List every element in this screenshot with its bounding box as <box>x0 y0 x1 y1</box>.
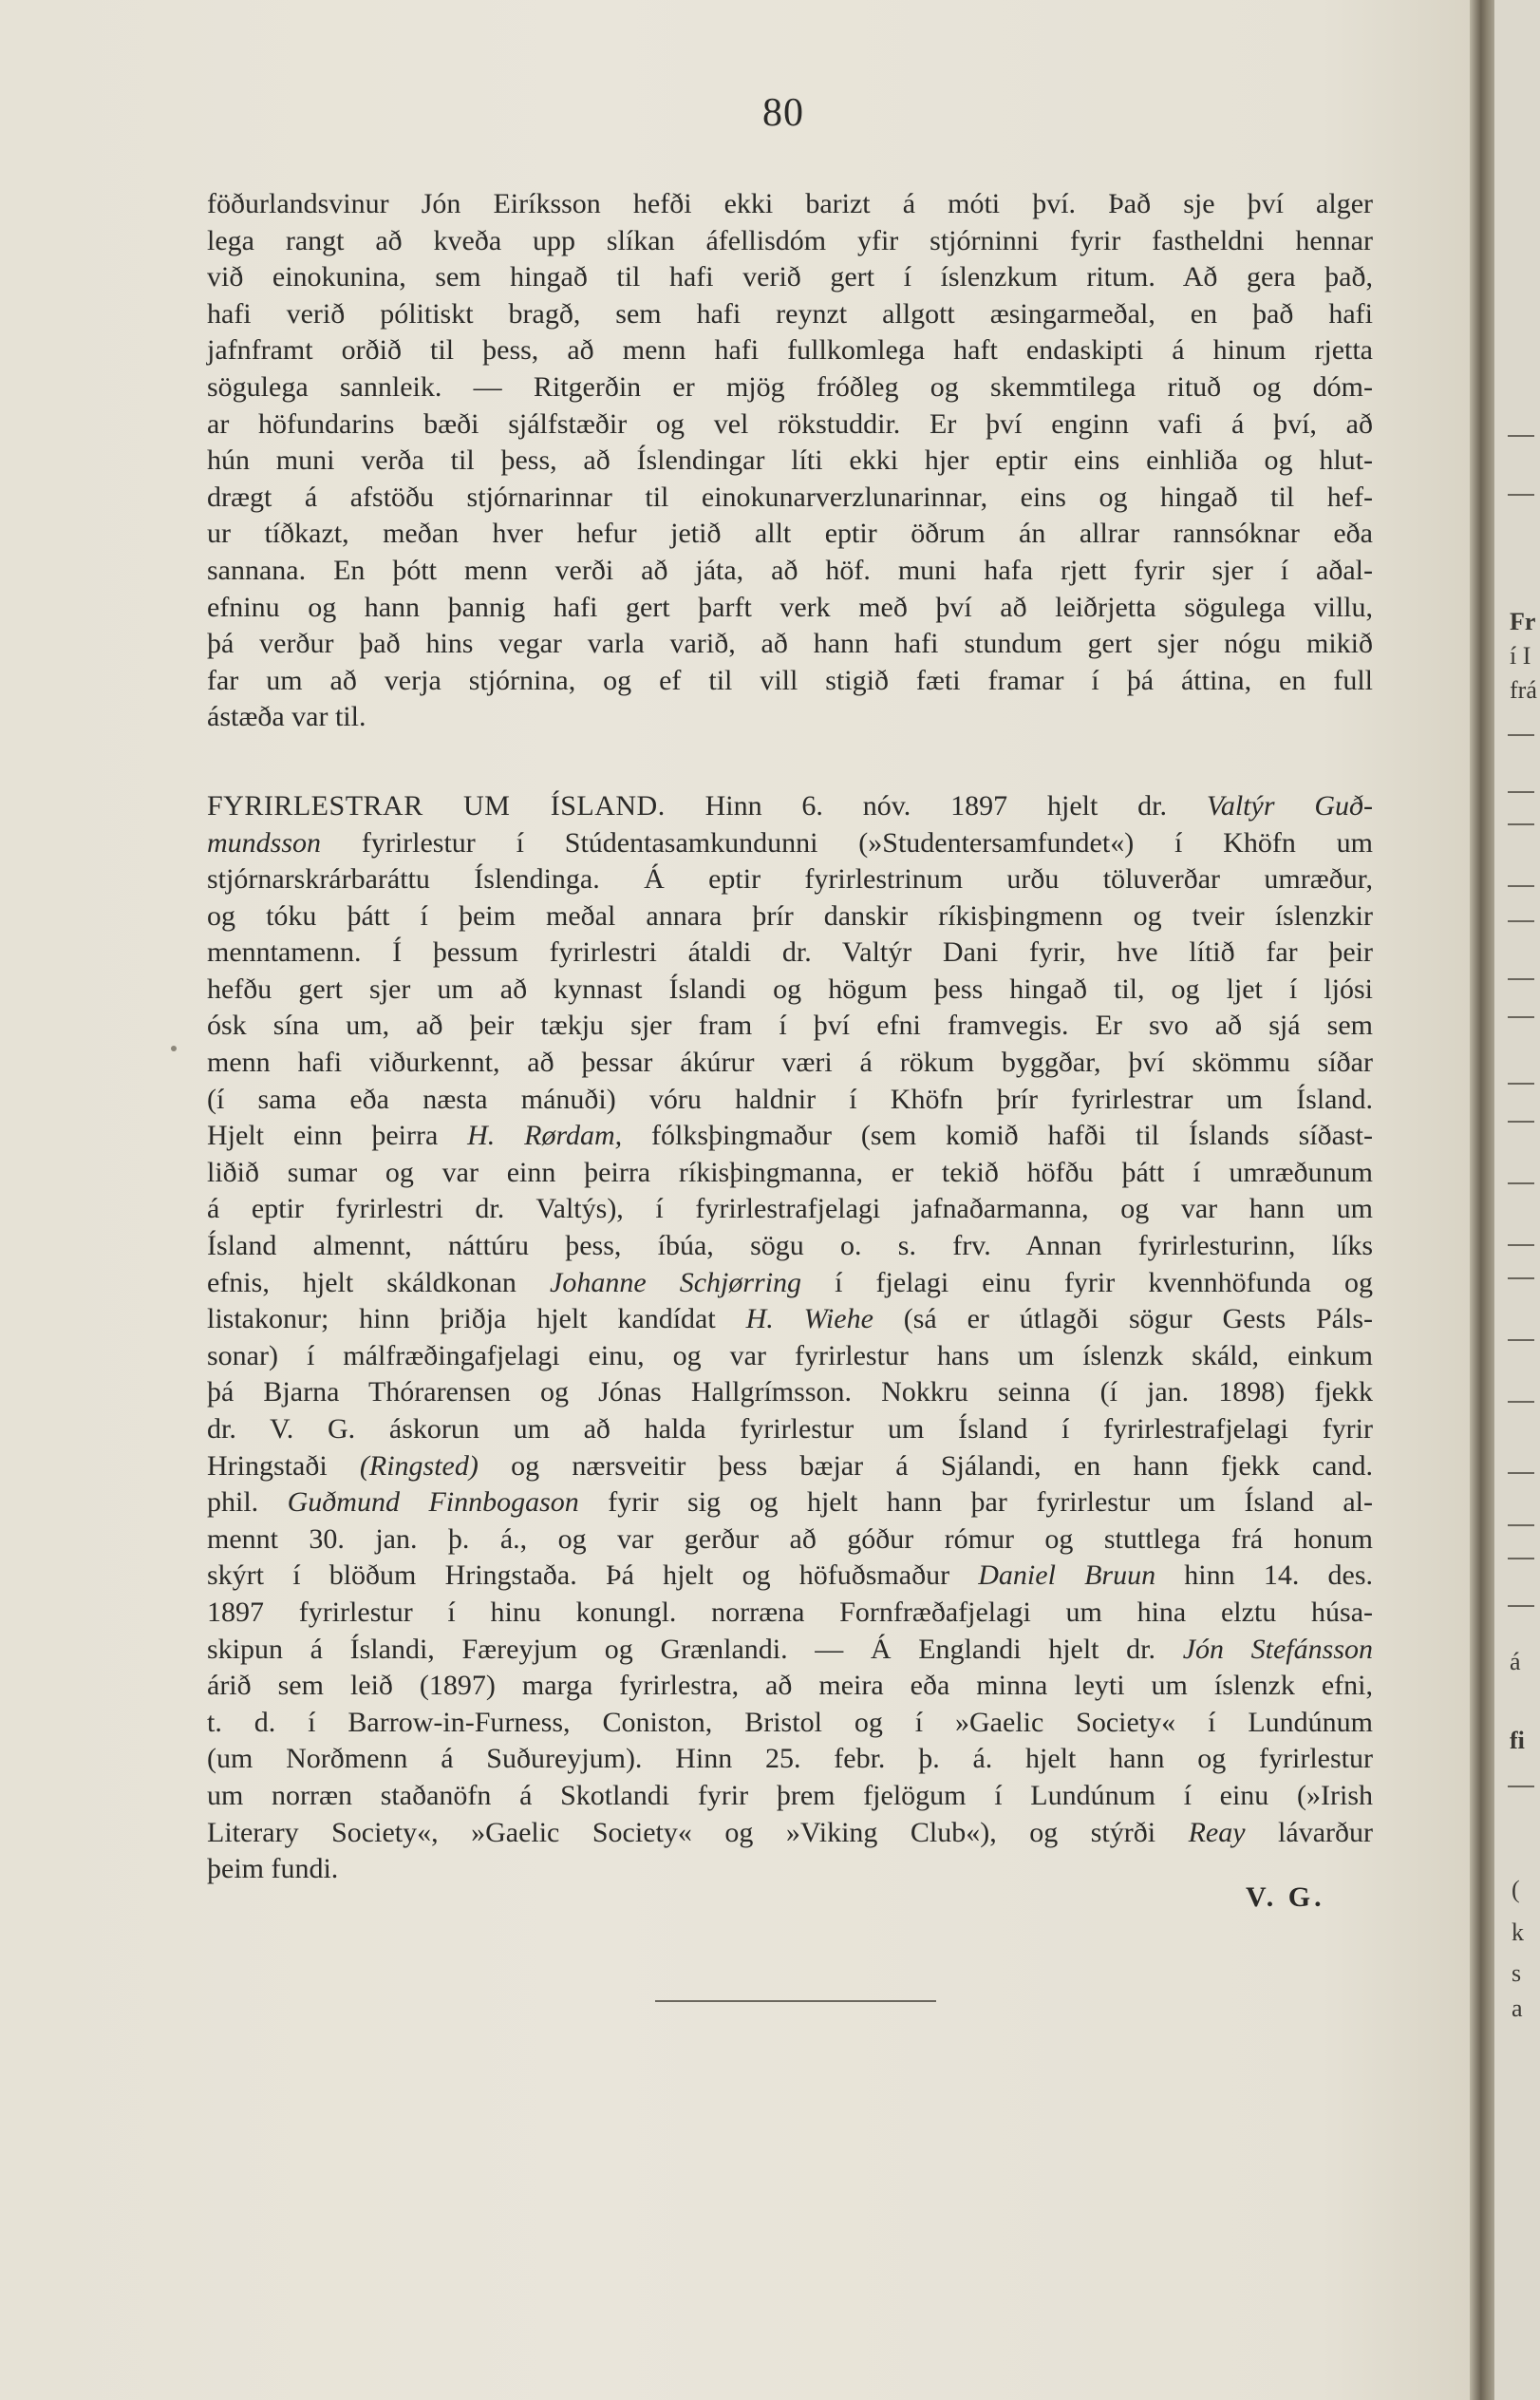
text-line: Hjelt einn þeirra H. Rørdam, fólksþingmaður (sem komið hafði til Íslands síðast- <box>207 1120 1373 1152</box>
page-number: 80 <box>762 91 804 135</box>
adjacent-fragment: a <box>1512 1994 1523 2022</box>
adjacent-dash <box>1508 494 1534 496</box>
adjacent-dash <box>1508 1558 1534 1559</box>
adjacent-dash <box>1508 1786 1534 1787</box>
text-line: Hringstaði (Ringsted) og nærsveitir þess bæjar á Sjálandi, en hann fjekk cand. <box>207 1449 1373 1482</box>
text-line: við einokunina, sem hingað til hafi verið gert í íslenzkum ritum. Að gera það, <box>207 261 1373 293</box>
paragraph-gap <box>207 736 1373 788</box>
adjacent-dash <box>1508 734 1534 736</box>
text-line: listakonur; hinn þriðja hjelt kandídat H. Wiehe (sá er útlagði sögur Gests Páls- <box>207 1303 1373 1335</box>
text-line: efnis, hjelt skáldkonan Johanne Schjørring í fjelagi einu fyrir kvennhöfunda og <box>207 1266 1374 1298</box>
adjacent-dash <box>1508 823 1534 825</box>
adjacent-dash <box>1508 920 1534 922</box>
text-line: 1897 fyrirlestur í hinu konungl. norræna Fornfræðafjelagi um hina elztu húsa- <box>207 1596 1373 1628</box>
text-line: Ísland almennt, náttúru þess, íbúa, sögu o. s. frv. Annan fyrirlesturinn, líks <box>207 1230 1373 1262</box>
text-line: ástæða var til. <box>207 701 366 733</box>
adjacent-dash <box>1508 1244 1534 1246</box>
text-line: liðið sumar og var einn þeirra ríkisþingmanna, er tekið höfðu þátt í umræðunum <box>207 1156 1373 1188</box>
adjacent-dash <box>1508 1605 1534 1607</box>
text-line: Literary Society«, »Gaelic Society« og »Viking Club«), og stýrði Reay lávarður <box>207 1816 1373 1848</box>
text-line: hefðu gert sjer um að kynnast Íslandi og högum þess hingað til, og ljet í ljósi <box>207 973 1373 1005</box>
text-line: skipun á Íslandi, Færeyjum og Grænlandi. — Á Englandi hjelt dr. Jón Stefánsson <box>207 1633 1373 1665</box>
text-line: þá Bjarna Thórarensen og Jónas Hallgrímsson. Nokkru seinna (í jan. 1898) fjekk <box>207 1376 1373 1408</box>
adjacent-fragment: k <box>1512 1918 1524 1946</box>
adjacent-fragment: í I <box>1510 642 1531 670</box>
text-line: efninu og hann þannig hafi gert þarft verk með því að leiðrjetta sögulega villu, <box>207 591 1373 623</box>
adjacent-dash <box>1508 1524 1534 1526</box>
adjacent-fragment: Fr <box>1510 608 1536 635</box>
text-line: ur tíðkazt, meðan hver hefur jetið allt eptir öðrum án allrar rannsóknar eða <box>207 518 1373 550</box>
text-line: þá verður það hins vegar varla varið, að hann hafi stundum gert sjer nógu mikið <box>207 628 1373 660</box>
author-signature: V. G. <box>1246 1881 1325 1913</box>
adjacent-fragment: s <box>1512 1959 1522 1987</box>
text-line: mundsson fyrirlestur í Stúdentasamkundunni (»Studentersamfundet«) í Khöfn um <box>207 826 1373 859</box>
text-line: dr. V. G. áskorun um að halda fyrirlestur um Ísland í fyrirlestrafjelagi fyrir <box>207 1413 1373 1445</box>
adjacent-dash <box>1508 1401 1534 1403</box>
text-line: stjórnarskrárbaráttu Íslendinga. Á eptir fyrirlestrinum urðu töluverðar umræður, <box>207 863 1373 896</box>
adjacent-fragment: frá <box>1510 676 1537 704</box>
adjacent-dash <box>1508 1121 1534 1123</box>
text-line: phil. Guðmund Finnbogason fyrir sig og hjelt hann þar fyrirlestur um Ísland al- <box>207 1486 1373 1519</box>
text-line: ósk sína um, að þeir tækju sjer fram í því efni framvegis. Er svo að sjá sem <box>207 1010 1373 1042</box>
text-line: sögulega sannleik. — Ritgerðin er mjög fróðleg og skemmtilega rituð og dóm- <box>207 370 1373 403</box>
article-body <box>207 186 1373 1888</box>
text-line: ar höfundarins bæði sjálfstæðir og vel rökstuddir. Er því enginn vafi á því, að <box>207 407 1373 440</box>
text-line: menntamenn. Í þessum fyrirlestri átaldi dr. Valtýr Dani fyrir, hve lítið far þeir <box>207 936 1373 969</box>
text-line: far um að verja stjórnina, og ef til vill stigið fæti framar í þá áttina, en full <box>207 664 1373 696</box>
book-gutter-shadow <box>1470 0 1494 2400</box>
section-separator-rule <box>655 2000 936 2002</box>
text-line: menn hafi viðurkennt, að þessar ákúrur væri á rökum byggðar, því skömmu síðar <box>207 1047 1373 1079</box>
adjacent-fragment: fi <box>1510 1727 1525 1754</box>
adjacent-dash <box>1508 978 1534 980</box>
text-line: og tóku þátt í þeim meðal annara þrír danskir ríkisþingmenn og tveir íslenzkir <box>207 899 1373 932</box>
text-line: hún muni verða til þess, að Íslendingar líti ekki hjer eptir eins einhliða og hlut- <box>207 444 1373 477</box>
text-line: drægt á afstöðu stjórnarinnar til einokunarverzlunarinnar, eins og hingað til hef- <box>207 481 1373 513</box>
text-line: sonar) í málfræðingafjelagi einu, og var fyrirlestur hans um íslenzk skáld, einkum <box>207 1339 1373 1371</box>
text-line: sannana. En þótt menn verði að játa, að höf. muni hafa rjett fyrir sjer í aðal- <box>207 554 1373 586</box>
text-line: föðurlandsvinur Jón Eiríksson hefði ekki barizt á móti því. Það sje því alger <box>207 188 1373 219</box>
adjacent-dash <box>1508 1472 1534 1474</box>
text-line: hafi verið pólitiskt bragð, sem hafi reynzt allgott æsingarmeðal, en það hafi <box>207 297 1373 330</box>
adjacent-dash <box>1508 791 1534 793</box>
adjacent-fragment: á <box>1510 1648 1521 1675</box>
text-line: þeim fundi. <box>207 1853 339 1885</box>
adjacent-dash <box>1508 1016 1534 1018</box>
text-line: jafnframt orðið til þess, að menn hafi fullkomlega haft endaskipti á hinum rjetta <box>207 334 1373 367</box>
text-line: mennt 30. jan. þ. á., og var gerður að góður rómur og stuttlega frá honum <box>207 1522 1373 1555</box>
text-line: t. d. í Barrow-in-Furness, Coniston, Bristol og í »Gaelic Society« í Lundúnum <box>207 1706 1373 1738</box>
adjacent-dash <box>1508 1339 1534 1341</box>
text-line: á eptir fyrirlestri dr. Valtýs), í fyrirlestrafjelagi jafnaðarmanna, og var hann um <box>207 1193 1373 1225</box>
adjacent-dash <box>1508 1277 1534 1279</box>
paragraph-lectures-on-iceland <box>207 788 1373 1888</box>
adjacent-dash <box>1508 435 1534 437</box>
adjacent-page-edge <box>1494 0 1540 2400</box>
text-line: skýrt í blöðum Hringstaða. Þá hjelt og höfuðsmaður Daniel Bruun hinn 14. des. <box>207 1559 1373 1592</box>
text-line: (um Norðmenn á Suðureyjum). Hinn 25. febr. þ. á. hjelt hann og fyrirlestur <box>207 1743 1373 1775</box>
text-line: (í sama eða næsta mánuði) vóru haldnir í Khöfn þrír fyrirlestrar um Ísland. <box>207 1083 1373 1115</box>
adjacent-dash <box>1508 1083 1534 1085</box>
text-line: lega rangt að kveða upp slíkan áfellisdóm yfir stjórninni fyrir fastheldni hennar <box>207 224 1373 256</box>
adjacent-dash <box>1508 885 1534 887</box>
adjacent-fragment: ( <box>1512 1876 1520 1903</box>
text-line: árið sem leið (1897) marga fyrirlestra, að meira eða minna leyti um íslenzk efni, <box>207 1670 1373 1702</box>
paragraph-review-conclusion <box>207 186 1373 736</box>
adjacent-dash <box>1508 1182 1534 1184</box>
text-line: um norræn staðanöfn á Skotlandi fyrir þrem fjelögum í Lundúnum í einu (»Irish <box>207 1779 1373 1811</box>
text-line: FYRIRLESTRAR UM ÍSLAND. Hinn 6. nóv. 1897 hjelt dr. Valtýr Guð- <box>207 789 1373 822</box>
print-speck <box>171 1046 177 1051</box>
